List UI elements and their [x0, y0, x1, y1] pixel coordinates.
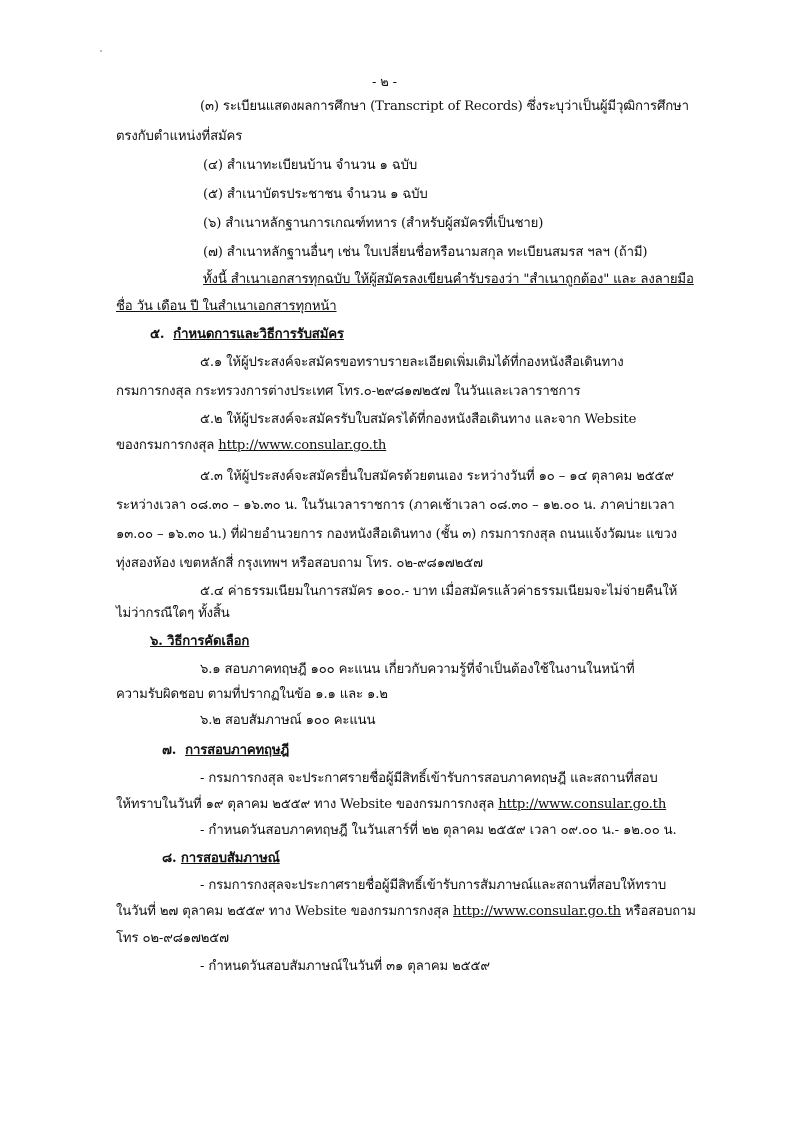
section-5-3-line-3: ๑๓.๐๐ – ๑๖.๓๐ น.) ที่ฝ่ายอำนวยการ กองหนังสือเดินทาง (ชั้น ๓) กรมการกงสุล ถนนแจ้งวัฒนะ แขวง [116, 527, 677, 542]
section-8-bullet-1-line-3: โทร ๐๒-๙๘๑๗๒๕๗ [116, 931, 229, 946]
section-7-heading [162, 742, 289, 760]
section-5-2-line-1: ๕.๒ ให้ผู้ประสงค์จะสมัครรับใบสมัครได้ที่กองหนังสือเดินทาง และจาก Website [200, 412, 637, 427]
item-5: (๕) สำเนาบัตรประชาชน จำนวน ๑ ฉบับ [203, 187, 428, 202]
section-5-4-line-2: ไม่ว่ากรณีใดๆ ทั้งสิ้น [116, 606, 230, 621]
item-3-line-2: ตรงกับตำแหน่งที่สมัคร [116, 129, 243, 144]
section-7-bullet-1-prefix: ให้ทราบในวันที่ ๑๙ ตุลาคม ๒๕๕๙ ทาง Website ของกรมการกงสุล [116, 797, 495, 812]
section-5-1-line-2: กรมการกงสุล กระทรวงการต่างประเทศ โทร.๐-๒๙๘๑๗๒๕๗ ในวันและเวลาราชการ [116, 384, 581, 399]
section-7-title: การสอบภาคทฤษฎี [185, 743, 290, 758]
consular-website-link-3[interactable]: http://www.consular.go.th [453, 904, 621, 919]
section-8-bullet-1-line-2 [116, 903, 696, 921]
section-7-bullet-1-line-2 [116, 796, 666, 814]
section-5-4-line-1: ๕.๔ ค่าธรรมเนียมในการสมัคร ๑๐๐.- บาท เมื่อสมัครแล้วค่าธรรมเนียมจะไม่จ่ายคืนให้ [200, 584, 678, 599]
item-4: (๔) สำเนาทะเบียนบ้าน จำนวน ๑ ฉบับ [203, 158, 418, 173]
section-6-2: ๖.๒ สอบสัมภาษณ์ ๑๐๐ คะแนน [200, 713, 376, 728]
section-8-bullet-2: - กำหนดวันสอบสัมภาษณ์ในวันที่ ๓๑ ตุลาคม ๒๕๕๙ [200, 959, 490, 974]
consular-website-link-2[interactable]: http://www.consular.go.th [498, 797, 667, 812]
section-8-bullet-1-suffix: หรือสอบถาม [625, 904, 696, 919]
section-6-1-line-1: ๖.๑ สอบภาคทฤษฎี ๑๐๐ คะแนน เกี่ยวกับความรู้ที่จำเป็นต้องใช้ในงานในหน้าที่ [200, 662, 635, 677]
section-8-bullet-1-prefix: ในวันที่ ๒๗ ตุลาคม ๒๕๕๙ ทาง Website ของกรมการกงสุล [116, 904, 449, 919]
section-6-1-line-2: ความรับผิดชอบ ตามที่ปรากฏในข้อ ๑.๑ และ ๑.๒ [116, 687, 388, 702]
section-5-number: ๕. [150, 327, 165, 342]
item-7: (๗) สำเนาหลักฐานอื่นๆ เช่น ใบเปลี่ยนชื่อหรือนามสกุล ทะเบียนสมรส ฯลฯ (ถ้ามี) [203, 245, 648, 260]
section-5-2-line-2 [116, 437, 386, 455]
section-7-bullet-1-line-1: - กรมการกงสุล จะประกาศรายชื่อผู้มีสิทธิ์เข้ารับการสอบภาคทฤษฎี และสถานที่สอบ [200, 771, 658, 786]
consular-website-link-1[interactable]: http://www.consular.go.th [218, 438, 387, 453]
section-8-bullet-1-line-1: - กรมการกงสุลจะประกาศรายชื่อผู้มีสิทธิ์เข้ารับการสัมภาษณ์และสถานที่สอบให้ทราบ [200, 878, 667, 893]
section-6-heading: ๖. วิธีการคัดเลือก [150, 634, 250, 649]
item-6: (๖) สำเนาหลักฐานการเกณฑ์ทหาร (สำหรับผู้สมัครที่เป็นชาย) [203, 216, 544, 231]
page-number: - ๒ - [372, 75, 397, 90]
section-5-heading [150, 326, 344, 344]
section-8-title: การสอบสัมภาษณ์ [180, 851, 280, 866]
section-8-number: ๘. [162, 851, 177, 866]
section-5-1-line-1: ๕.๑ ให้ผู้ประสงค์จะสมัครขอทราบรายละเอียดเพิ่มเติมได้ที่กองหนังสือเดินทาง [200, 355, 624, 370]
section-5-3-line-2: ระหว่างเวลา ๐๘.๓๐ – ๑๖.๓๐ น. ในวันเวลาราชการ (ภาคเช้าเวลา ๐๘.๓๐ – ๑๒.๐๐ น. ภาคบ่ายเวลา [116, 498, 675, 513]
section-5-2-prefix: ของกรมการกงสุล [116, 438, 215, 453]
note-line-1: ทั้งนี้ สำเนาเอกสารทุกฉบับ ให้ผู้สมัครลงเขียนคำรับรองว่า "สำเนาถูกต้อง" และ ลงลายมือ [203, 272, 694, 287]
section-8-heading [162, 850, 280, 868]
section-5-title: กำหนดการและวิธีการรับสมัคร [173, 327, 344, 342]
item-3-line-1: (๓) ระเบียนแสดงผลการศึกษา (Transcript of Records) ซึ่งระบุว่าเป็นผู้มีวุฒิการศึกษา [200, 99, 689, 114]
section-5-3-line-1: ๕.๓ ให้ผู้ประสงค์จะสมัครยื่นใบสมัครด้วยตนเอง ระหว่างวันที่ ๑๐ – ๑๔ ตุลาคม ๒๕๕๙ [200, 469, 674, 484]
section-7-number: ๗. [162, 743, 177, 758]
scan-artifact [100, 50, 102, 52]
section-5-3-line-4: ทุ่งสองห้อง เขตหลักสี่ กรุงเทพฯ หรือสอบถาม โทร. ๐๒-๙๘๑๗๒๕๗ [116, 556, 483, 571]
note-line-2: ชื่อ วัน เดือน ปี ในสำเนาเอกสารทุกหน้า [116, 299, 337, 314]
section-7-bullet-2: - กำหนดวันสอบภาคทฤษฎี ในวันเสาร์ที่ ๒๒ ตุลาคม ๒๕๕๙ เวลา ๐๙.๐๐ น.- ๑๒.๐๐ น. [200, 823, 677, 838]
